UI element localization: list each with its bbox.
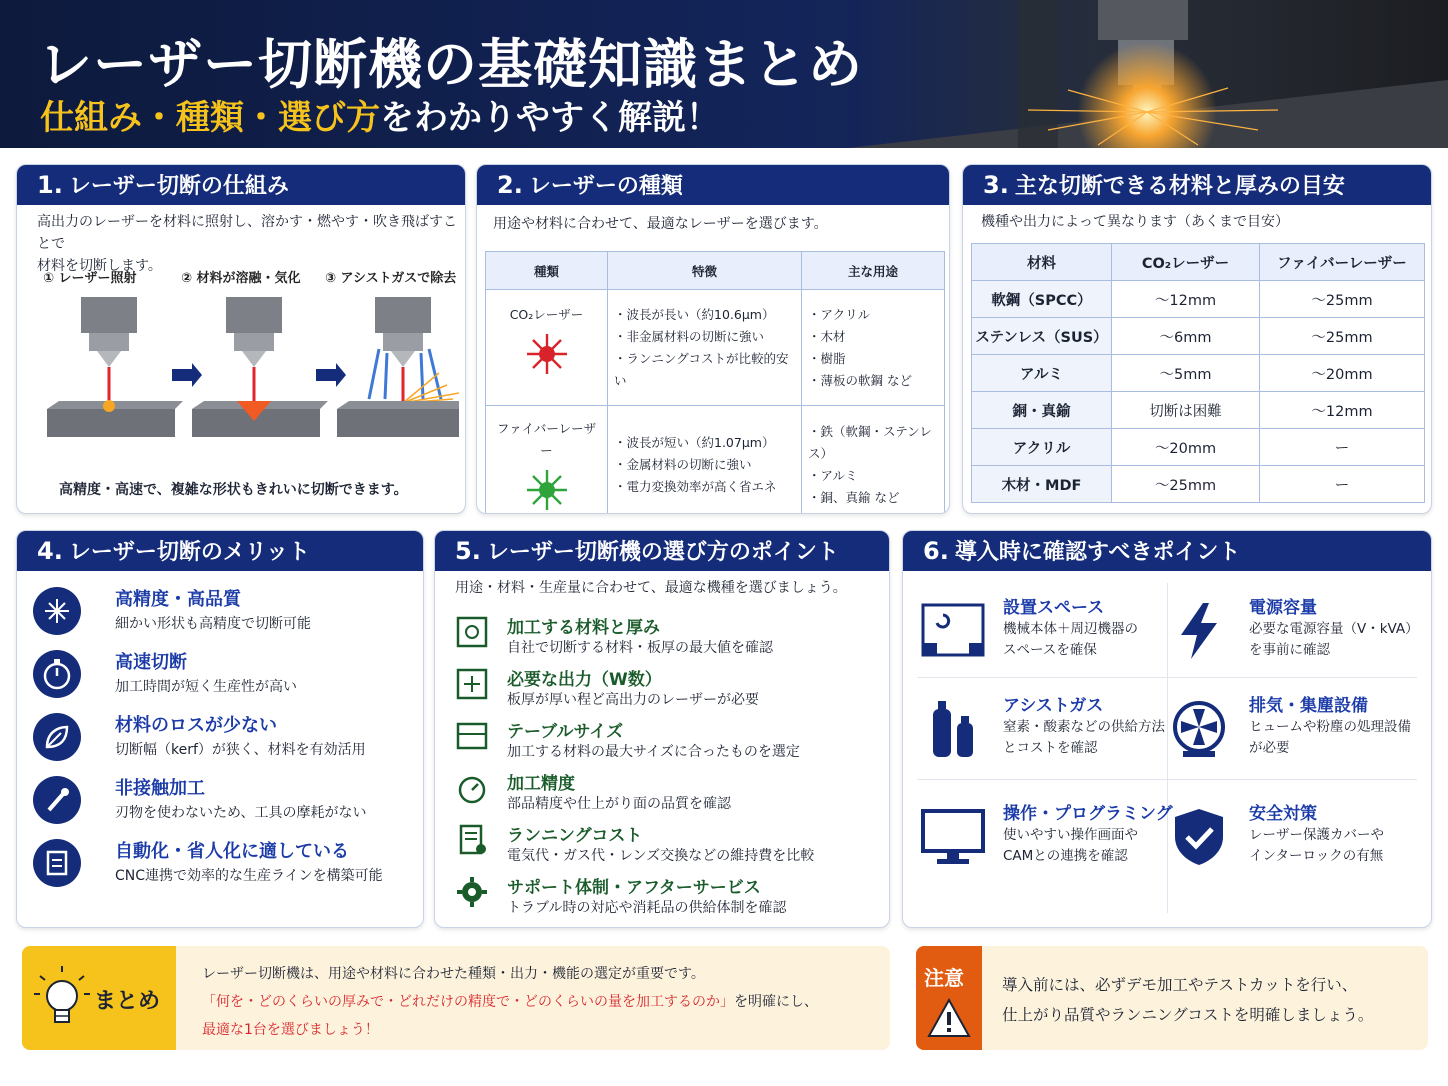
step-2-label: ② 材料が溶融・気化	[181, 271, 301, 286]
materials-intro: 機種や出力によって異なります（あくまで目安）	[981, 214, 1289, 230]
nozzle-icon	[33, 776, 81, 824]
summary-box	[22, 946, 890, 1050]
checkpoint-title: 電源容量	[1249, 598, 1317, 618]
precision-gauge-icon	[455, 771, 489, 805]
laser-type-cell	[486, 290, 608, 406]
summary-label-panel	[22, 946, 176, 1050]
selection-title: ランニングコスト	[507, 826, 643, 846]
section-laser-types	[476, 164, 950, 514]
merit-desc: 刃物を使わないため、工具の摩耗がない	[115, 805, 367, 821]
lightning-bolt-icon	[1165, 601, 1233, 661]
mechanism-steps	[29, 267, 459, 457]
step-1-illustration	[47, 297, 183, 437]
laser-types-intro: 用途や材料に合わせて、最適なレーザーを選びます。	[493, 216, 828, 232]
page-subtitle	[40, 90, 720, 139]
material-thickness-icon	[455, 615, 489, 649]
selection-desc: 部品精度や仕上がり面の品質を確認	[507, 796, 731, 812]
checkpoint-title: 操作・プログラミング	[1003, 804, 1173, 824]
selection-title: 加工精度	[507, 774, 575, 794]
selection-desc: 板厚が厚い程ど高出力のレーザーが必要	[507, 692, 759, 708]
section-selection-header: 5. レーザー切断機の選び方のポイント	[435, 531, 889, 571]
merit-item	[33, 585, 413, 641]
checkpoint-desc: ヒュームや粉塵の処理設備 が必要	[1249, 719, 1411, 756]
table-row: ステンレス（SUS） 〜6mm 〜25mm	[972, 318, 1425, 355]
table-row: 軟鋼（SPCC） 〜12mm 〜25mm	[972, 281, 1425, 318]
checkpoint-item	[919, 691, 1169, 787]
checkpoint-desc: 使いやすい操作画面や CAMとの連携を確認	[1003, 827, 1138, 864]
table-row: 銅・真鍮 切断は困難 〜12mm	[972, 392, 1425, 429]
red-laser-burst-icon	[525, 332, 569, 376]
laser-type-name: ファイバーレーザー	[496, 421, 597, 458]
selection-item	[455, 769, 875, 817]
step-3-illustration	[337, 297, 459, 437]
selection-item	[455, 665, 875, 713]
selection-desc: 自社で切断する材料・板厚の最大値を確認	[507, 640, 773, 656]
checkpoint-desc: 必要な電源容量（V・kVA） を事前に確認	[1249, 621, 1419, 658]
merit-title: 非接触加工	[115, 778, 205, 799]
merit-desc: 加工時間が短く生産性が高い	[115, 679, 297, 695]
selection-item	[455, 821, 875, 869]
selection-item	[455, 717, 875, 765]
arrow-icon	[172, 363, 202, 387]
step-1-label: ① レーザー照射	[43, 271, 137, 286]
checkpoint-title: 設置スペース	[1003, 598, 1105, 618]
merit-desc: 細かい形状も高精度で切断可能	[115, 616, 311, 632]
merit-item	[33, 837, 413, 893]
merit-title: 自動化・省人化に適している	[115, 841, 349, 862]
table-row: アルミ 〜5mm 〜20mm	[972, 355, 1425, 392]
selection-intro: 用途・材料・生産量に合わせて、最適な機種を選びましょう。	[455, 580, 847, 596]
selection-item	[455, 613, 875, 661]
table-row	[486, 406, 945, 515]
section-mechanism-header: 1. レーザー切断の仕組み	[17, 165, 465, 205]
power-output-icon	[455, 667, 489, 701]
section-laser-types-header: 2. レーザーの種類	[477, 165, 949, 205]
column-header: ファイバーレーザー	[1260, 244, 1425, 281]
laser-type-cell	[486, 406, 608, 515]
mechanism-illustration	[29, 289, 459, 454]
caution-label-panel	[916, 946, 982, 1050]
section-mechanism	[16, 164, 466, 514]
subtitle-highlight: 仕組み・種類・選び方	[40, 98, 380, 138]
merit-desc: 切断幅（kerf）が狭く、材料を有効活用	[115, 742, 366, 758]
checkpoint-item	[1165, 691, 1415, 787]
sparkle-icon	[33, 587, 81, 635]
column-header: CO₂レーザー	[1112, 244, 1260, 281]
checkpoint-title: 排気・集塵設備	[1249, 696, 1368, 716]
mechanism-footer: 高精度・高速で、複雑な形状もきれいに切断できます。	[59, 482, 408, 498]
caution-text: 導入前には、必ずデモ加工やテストカットを行い、 仕上がり品質やランニングコストを明確しましょう。	[1002, 976, 1374, 1024]
subtitle-rest: をわかりやすく解説！	[380, 98, 720, 138]
table-row: アクリル 〜20mm ー	[972, 429, 1425, 466]
selection-title: サポート体制・アフターサービス	[507, 878, 761, 898]
floor-space-icon	[919, 601, 987, 661]
leaf-icon	[33, 713, 81, 761]
section-materials-header: 3. 主な切断できる材料と厚みの目安	[963, 165, 1431, 205]
section-merits-header: 4. レーザー切断のメリット	[17, 531, 423, 571]
column-header: 特徴	[608, 252, 802, 290]
automation-icon	[33, 839, 81, 887]
support-gear-icon	[455, 875, 489, 909]
shield-check-icon	[1165, 807, 1233, 867]
page-header	[0, 0, 1448, 148]
laser-uses-cell: ・鉄（軟鋼・ステンレス） ・アルミ ・銅、真鍮 など	[802, 406, 945, 515]
checkpoint-item	[919, 593, 1169, 689]
selection-title: 加工する材料と厚み	[507, 618, 660, 638]
selection-title: 必要な出力（W数）	[507, 670, 662, 690]
laser-machine-image	[848, 0, 1448, 148]
summary-label: まとめ	[94, 989, 161, 1014]
warning-triangle-icon	[927, 998, 971, 1038]
laser-types-table	[485, 251, 945, 514]
checkpoint-desc: 機械本体＋周辺機器の スペースを確保	[1003, 621, 1138, 658]
mechanism-intro: 高出力のレーザーを材料に照射し、溶かす・燃やす・吹き飛ばすことで 材料を切断します。	[37, 214, 457, 274]
merit-desc: CNC連携で効率的な生産ラインを構築可能	[115, 868, 383, 884]
selection-desc: 電気代・ガス代・レンズ交換などの維持費を比較	[507, 848, 815, 864]
laser-features-cell: ・波長が長い（約10.6μm） ・非金属材料の切断に強い ・ランニングコストが比較的安い	[608, 290, 802, 406]
checkpoint-item	[1165, 593, 1419, 689]
caution-label: 注意	[924, 966, 964, 990]
materials-table	[971, 243, 1425, 503]
table-header-row	[486, 252, 945, 290]
checkpoint-desc: 窒素・酸素などの供給方法 とコストを確認	[1003, 719, 1165, 756]
table-size-icon	[455, 719, 489, 753]
lightbulb-icon	[32, 964, 92, 1034]
section-materials	[962, 164, 1432, 514]
table-row: 木材・MDF 〜25mm ー	[972, 466, 1425, 503]
merit-title: 高速切断	[115, 652, 187, 673]
selection-desc: 加工する材料の最大サイズに合ったものを選定	[507, 744, 800, 760]
exhaust-fan-icon	[1165, 699, 1233, 759]
section-checkpoints	[902, 530, 1432, 928]
table-row	[486, 290, 945, 406]
section-selection-points	[434, 530, 890, 928]
merit-item	[33, 648, 413, 704]
monitor-icon	[919, 807, 987, 867]
merit-item	[33, 774, 413, 830]
cost-document-icon	[455, 823, 489, 857]
laser-features-cell: ・波長が短い（約1.07μm） ・金属材料の切断に強い ・電力変換効率が高く省エネ	[608, 406, 802, 515]
section-merits	[16, 530, 424, 928]
column-header: 種類	[486, 252, 608, 290]
gas-cylinder-icon	[919, 699, 987, 759]
caution-box	[916, 946, 1428, 1050]
column-header: 主な用途	[802, 252, 945, 290]
merit-title: 材料のロスが少ない	[115, 715, 277, 736]
step-3-label: ③ アシストガスで除去	[325, 271, 457, 286]
step-2-illustration	[192, 297, 328, 437]
page-title: レーザー切断機の基礎知識まとめ	[38, 33, 863, 96]
selection-title: テーブルサイズ	[507, 722, 624, 742]
summary-text: レーザー切断機は、用途や材料に合わせた種類・出力・機能の選定が重要です。 「何を・どのくらいの厚みで・どれだけの精度で・どのくらいの量を加工するのか」を明確にし、 最適な1台を選びましょう！	[202, 966, 818, 1038]
table-header-row	[972, 244, 1425, 281]
selection-desc: トラブル時の対応や消耗品の供給体制を確認	[507, 900, 787, 916]
merit-title: 高精度・高品質	[115, 589, 241, 610]
stopwatch-icon	[33, 650, 81, 698]
checkpoint-item	[1165, 799, 1415, 895]
checkpoint-item	[919, 799, 1173, 895]
laser-type-name: CO₂レーザー	[509, 307, 584, 322]
column-header: 材料	[972, 244, 1112, 281]
green-laser-burst-icon	[525, 468, 569, 512]
section-checkpoints-header: 6. 導入時に確認すべきポイント	[903, 531, 1431, 571]
checkpoint-title: アシストガス	[1003, 696, 1104, 716]
laser-uses-cell: ・アクリル ・木材 ・樹脂 ・薄板の軟鋼 など	[802, 290, 945, 406]
checkpoint-desc: レーザー保護カバーや インターロックの有無	[1249, 827, 1384, 864]
selection-item	[455, 873, 875, 921]
merit-item	[33, 711, 413, 767]
checkpoint-title: 安全対策	[1249, 804, 1317, 824]
arrow-icon	[316, 363, 346, 387]
